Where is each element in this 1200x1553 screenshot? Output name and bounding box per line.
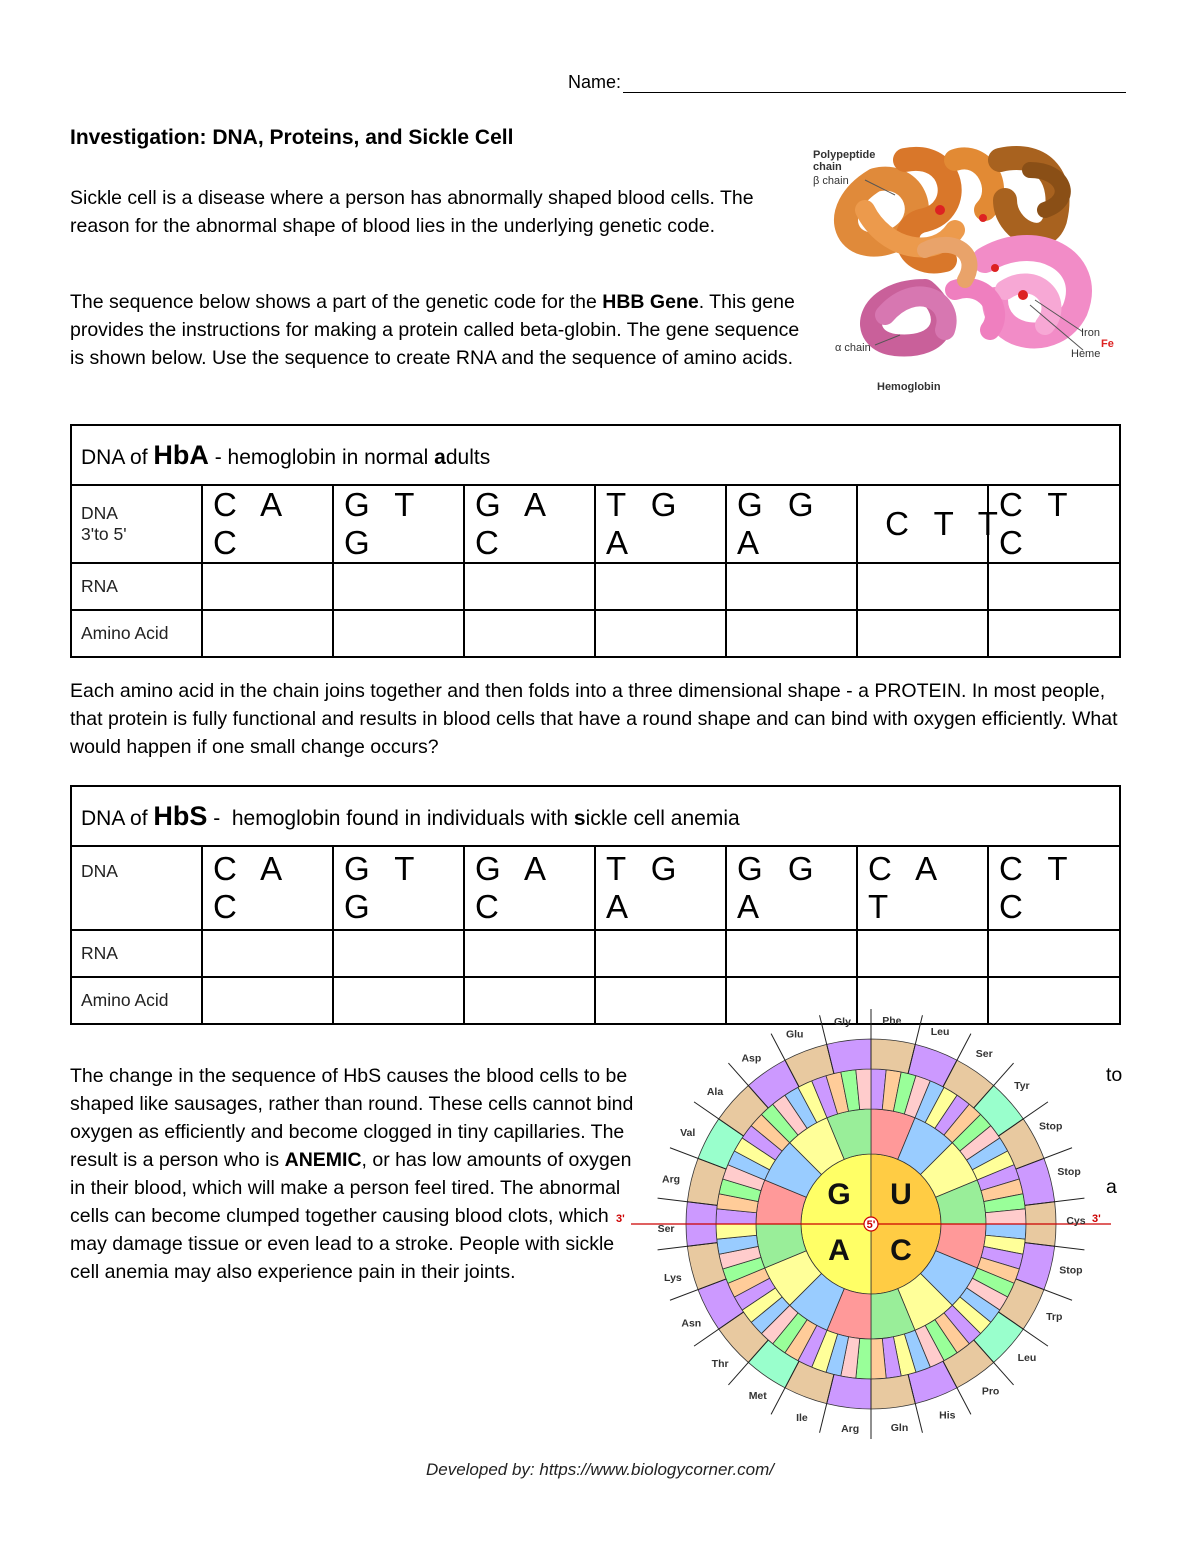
hba-rna-cell[interactable]: [595, 563, 726, 610]
wheel-inner-base: U: [890, 1178, 912, 1211]
hba-amino-cell[interactable]: [988, 610, 1120, 657]
hemoglobin-illustration: [805, 140, 1125, 400]
wheel-amino-band-segment: [871, 1374, 915, 1409]
hbs-rna-cell[interactable]: [333, 930, 464, 977]
hbs-rna-cell[interactable]: [726, 930, 857, 977]
wheel-amino-acid-label: Asp: [741, 1052, 762, 1065]
footer-credit: Developed by: https://www.biologycorner.com/: [425, 1460, 775, 1479]
wheel-right-3prime: 3': [1092, 1213, 1101, 1225]
stray-word-a: a: [1106, 1176, 1117, 1198]
name-field: [568, 72, 1126, 93]
hba-rna-cell[interactable]: [726, 563, 857, 610]
hbs-rna-cell[interactable]: [988, 930, 1120, 977]
hba-codon: C T C: [988, 485, 1120, 563]
wheel-amino-band-segment: [827, 1039, 871, 1074]
hbs-amino-cell[interactable]: [464, 977, 595, 1024]
wheel-inner-base: C: [890, 1234, 912, 1267]
hba-dna-label: DNA 3'to 5': [71, 485, 202, 563]
hba-rna-cell[interactable]: [857, 563, 988, 610]
hba-codon: G G A: [726, 485, 857, 563]
hba-rna-cell[interactable]: [464, 563, 595, 610]
wheel-amino-acid-label: Stop: [1059, 1264, 1083, 1277]
hbs-amino-cell[interactable]: [333, 977, 464, 1024]
hba-codon: T G A: [595, 485, 726, 563]
wheel-amino-acid-label: Trp: [1046, 1310, 1063, 1323]
name-blank-line[interactable]: [623, 72, 1126, 93]
hbs-rna-cell[interactable]: [202, 930, 333, 977]
wheel-amino-acid-label: Cys: [1066, 1215, 1086, 1228]
fe-label: Fe: [1101, 338, 1114, 350]
wheel-amino-acid-label: Ser: [975, 1048, 993, 1061]
wheel-center-label: 5': [866, 1219, 876, 1231]
wheel-amino-band-segment: [827, 1374, 871, 1409]
wheel-amino-acid-label: Gln: [890, 1422, 909, 1435]
wheel-amino-acid-label: Phe: [882, 1015, 902, 1028]
hbb-gene-text: HBB Gene: [602, 291, 699, 313]
name-label: Name:: [568, 72, 622, 92]
alpha-chain-label: α chain: [835, 342, 871, 354]
hba-codon: C T T: [857, 485, 988, 563]
wheel-amino-acid-label: Lys: [664, 1271, 682, 1284]
hba-codon: G T G: [333, 485, 464, 563]
wheel-amino-acid-label: Asn: [681, 1317, 702, 1330]
wheel-amino-acid-label: Tyr: [1014, 1080, 1030, 1093]
hba-codon: C A C: [202, 485, 333, 563]
hbs-codon: G G A: [726, 846, 857, 930]
iron-label: Iron: [1081, 327, 1100, 339]
wheel-amino-acid-label: Ile: [796, 1412, 808, 1425]
middle-paragraph: Each amino acid in the chain joins together and then folds into a three dimensional shape - a PROTEIN. In most people, that protein is fully functional and results in blood cells that have a round shape and can bind with oxygen efficiently. What would happen if one small change occurs?: [70, 680, 1118, 758]
wheel-amino-acid-label: Leu: [930, 1025, 950, 1038]
wheel-amino-acid-label: Ala: [706, 1085, 724, 1098]
hbs-rna-cell[interactable]: [595, 930, 726, 977]
wheel-amino-acid-label: Stop: [1039, 1120, 1063, 1133]
hba-rna-label: RNA: [71, 563, 202, 610]
intro-paragraph-2: The sequence below shows a part of the genetic code for the HBB Gene. This gene provides the instructions for making a protein called beta-globin. The gene sequence is shown below. Use the sequence to create RNA and the sequence of amino acids.: [70, 291, 800, 369]
hba-amino-cell[interactable]: [857, 610, 988, 657]
heme-label: Heme: [1071, 348, 1101, 360]
hba-amino-cell[interactable]: [202, 610, 333, 657]
hba-amino-acid-label: Amino Acid: [71, 610, 202, 657]
hba-rna-cell[interactable]: [988, 563, 1120, 610]
hba-codon: G A C: [464, 485, 595, 563]
wheel-amino-acid-label: Glu: [785, 1028, 804, 1041]
hba-rna-cell[interactable]: [333, 563, 464, 610]
hbs-amino-cell[interactable]: [202, 977, 333, 1024]
hba-table-title: DNA of HbA - hemoglobin in normal adults: [71, 425, 1120, 485]
hbs-dna-label: DNA: [71, 846, 202, 930]
wheel-inner-base: A: [828, 1234, 850, 1267]
hba-amino-cell[interactable]: [726, 610, 857, 657]
wheel-amino-acid-label: Leu: [1017, 1352, 1037, 1365]
hbs-codon: C A T: [857, 846, 988, 930]
hbs-amino-acid-label: Amino Acid: [71, 977, 202, 1024]
codon-wheel: [614, 1004, 1114, 1450]
hbs-codon: G T G: [333, 846, 464, 930]
hba-table: [70, 424, 1121, 658]
hbs-codon: C A C: [202, 846, 333, 930]
beta-chain-label: β chain: [813, 175, 849, 187]
hba-amino-cell[interactable]: [333, 610, 464, 657]
wheel-inner-base: G: [827, 1178, 851, 1211]
stray-word-to: to: [1106, 1064, 1123, 1086]
hba-amino-cell[interactable]: [595, 610, 726, 657]
page-title: Investigation: DNA, Proteins, and Sickle Cell: [70, 126, 514, 149]
wheel-amino-acid-label: Val: [680, 1127, 696, 1140]
hba-amino-cell[interactable]: [464, 610, 595, 657]
chain-label: chain: [813, 161, 842, 173]
wheel-amino-acid-label: Stop: [1057, 1166, 1081, 1179]
hbs-rna-cell[interactable]: [857, 930, 988, 977]
wheel-amino-band-segment: [871, 1039, 915, 1074]
wheel-amino-acid-label: Met: [748, 1389, 767, 1402]
hbs-codon: C T C: [988, 846, 1120, 930]
hbs-rna-cell[interactable]: [464, 930, 595, 977]
lower-paragraph: The change in the sequence of HbS causes the blood cells to be shaped like sausages, rather than round. These cells cannot bind oxygen as efficiently and become clogged in tiny capillaries. The result is a person who is ANEMIC, or has low amounts of oxygen in their blood, which will make a person feel tired. The abnormal cells can become clumped together causing blood clots, which may damage tissue or even lead to a stroke. People with sickle cell anemia may also experience pain in their joints.: [70, 1065, 634, 1283]
hbs-table: [70, 785, 1121, 1028]
wheel-amino-acid-label: Arg: [841, 1422, 860, 1435]
intro-paragraph-1: Sickle cell is a disease where a person has abnormally shaped blood cells. The reason for the abnormal shape of blood lies in the underlying genetic code.: [70, 187, 754, 237]
polypeptide-label: Polypeptide: [813, 149, 876, 161]
hbs-codon: G A C: [464, 846, 595, 930]
wheel-amino-acid-label: Pro: [981, 1385, 1000, 1398]
wheel-amino-acid-label: His: [939, 1409, 956, 1422]
hbs-codon: T G A: [595, 846, 726, 930]
hbs-table-title: DNA of HbS - hemoglobin found in individuals with sickle cell anemia: [71, 786, 1120, 846]
anemic-text: ANEMIC: [284, 1149, 362, 1171]
wheel-amino-acid-label: Thr: [711, 1357, 729, 1370]
wheel-left-3prime: 3': [616, 1213, 625, 1225]
wheel-amino-acid-label: Ser: [657, 1222, 675, 1235]
hba-rna-cell[interactable]: [202, 563, 333, 610]
wheel-amino-acid-label: Arg: [662, 1173, 681, 1186]
hbs-rna-label: RNA: [71, 930, 202, 977]
wheel-amino-acid-label: Gly: [834, 1015, 851, 1028]
hemoglobin-caption: Hemoglobin: [877, 381, 941, 393]
